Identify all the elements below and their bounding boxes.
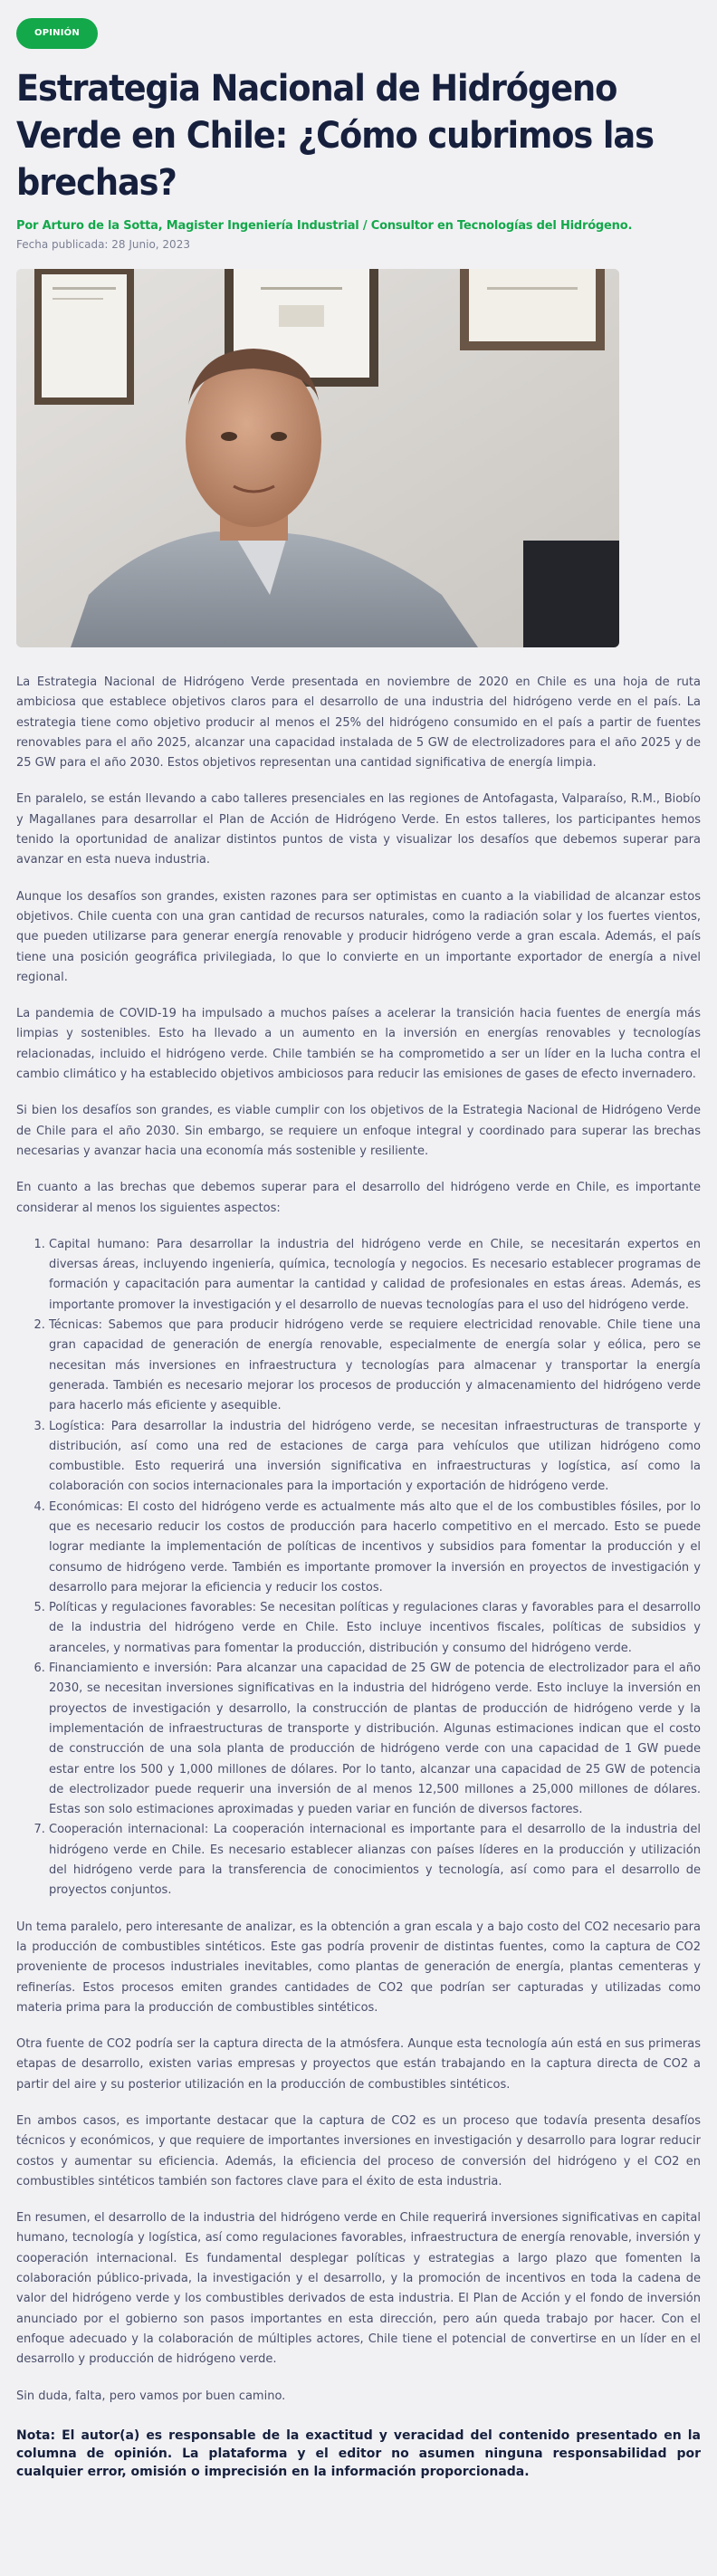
- paragraph: En cuanto a las brechas que debemos superar para el desarrollo del hidrógeno verde en Chile, es importante considerar al menos los siguientes aspectos:: [16, 1181, 701, 1215]
- list-item: 7. Cooperación internacional: La cooperación internacional es importante para el desarrollo de la industria del hidrógeno verde en Chile. Es necesario establecer alianzas con países líderes en la producción y utilización del hidrógeno verde para la transferencia de conocimientos y tecnología, así como para el desarrollo de proyectos conjuntos.: [49, 1820, 701, 1901]
- paragraph: Aunque los desafíos son grandes, existen razones para ser optimistas en cuanto a la viabilidad de alcanzar estos objetivos. Chile cuenta con una gran cantidad de recursos naturales, como la radiación solar y los fuertes vientos, que pueden utilizarse para generar energía renovable y producir hidrógeno verde a gran escala. Además, el país tiene una posición geográfica privilegiada, lo que lo convierte en un importante exportador de energía a nivel regional.: [16, 889, 701, 984]
- list-item: 1. Capital humano: Para desarrollar la industria del hidrógeno verde en Chile, se necesitarán expertos en diversas áreas, incluyendo ingeniería, química, tecnología y negocios. Es necesario establecer programas de formación y capacitación para aumentar la cantidad y calidad de profesionales en estas áreas. Además, es importante promover la investigación y el desarrollo de nuevas tecnologías para el uso del hidrógeno verde.: [49, 1235, 701, 1316]
- disclaimer-note: Nota: El autor(a) es responsable de la exactitud y veracidad del contenido presentado en la columna de opinión. La plataforma y el editor no asumen ninguna responsabilidad por cualquier error, omisión o imprecisión en la información proporcionada.: [16, 2428, 701, 2479]
- paragraph: En resumen, el desarrollo de la industria del hidrógeno verde en Chile requerirá inversiones significativas en capital humano, tecnología y logística, así como regulaciones favorables, infraestructura de energía renovable, inversión y cooperación internacional. Es fundamental desplegar políticas y estrategias a largo plazo que fomenten la colaboración público-privada, la investigación y el desarrollo, y la promoción de incentivos en toda la cadena de valor del hidrógeno verde y los combustibles derivados de esta industria. El Plan de Acción y el fondo de inversión anunciado por el gobierno son pasos importantes en esta dirección, pero aún queda trabajo por hacer. Con el enfoque adecuado y la colaboración de múltiples actores, Chile tiene el potencial de convertirse en un líder en el desarrollo y producción de hidrógeno verde.: [16, 2211, 701, 2367]
- paragraph: Un tema paralelo, pero interesante de analizar, es la obtención a gran escala y a bajo costo del CO2 necesario para la producción de combustibles sintéticos. Este gas podría provenir de distintas fuentes, como la captura de CO2 proveniente de procesos industriales inevitables, como plantas de generación de energía, plantas cementeras y refinerías. Estos procesos emiten grandes cantidades de CO2 que podrían ser capturadas y utilizadas como materia prima para la producción de combustibles sintéticos.: [16, 1920, 701, 2015]
- article-body: [16, 673, 701, 2407]
- article-author: Por Arturo de la Sotta, Magister Ingeniería Industrial / Consultor en Tecnologías del Hidrógeno.: [16, 219, 633, 233]
- paragraph: La pandemia de COVID-19 ha impulsado a muchos países a acelerar la transición hacia fuentes de energía más limpias y sostenibles. Esto ha llevado a un aumento en la inversión en energías renovables y tecnologías relacionadas, incluido el hidrógeno verde. Chile también se ha comprometido a ser un líder en la lucha contra el cambio climático y ha establecido objetivos ambiciosos para reducir las emisiones de gases de efecto invernadero.: [16, 1007, 701, 1082]
- publish-date: Fecha publicada: 28 Junio, 2023: [16, 238, 190, 251]
- paragraph: En paralelo, se están llevando a cabo talleres presenciales en las regiones de Antofagasta, Valparaíso, R.M., Biobío y Magallanes para desarrollar el Plan de Acción de Hidrógeno Verde. En estos talleres, los participantes hemos tenido la oportunidad de analizar distintos puntos de vista y visualizar los desafíos que debemos superar para avanzar en esta nueva industria.: [16, 792, 701, 867]
- gaps-list: [16, 1235, 701, 1901]
- list-item: 3. Logística: Para desarrollar la industria del hidrógeno verde, se necesitan infraestructuras de transporte y distribución, así como una red de estaciones de carga para vehículos que utilizan hidrógeno como combustible. Esto requerirá una inversión significativa en infraestructuras y logística, así como la colaboración con socios internacionales para la importación y exportación de hidrógeno verde.: [49, 1417, 701, 1498]
- list-item: 5. Políticas y regulaciones favorables: Se necesitan políticas y regulaciones claras y favorables para el desarrollo de la industria del hidrógeno verde en Chile. Esto incluye incentivos fiscales, políticas de subsidios y aranceles, y normativas para fomentar la producción, distribución y consumo del hidrógeno verde.: [49, 1598, 701, 1659]
- list-item: 2. Técnicas: Sabemos que para producir hidrógeno verde se requiere electricidad renovable. Chile tiene una gran capacidad de generación de energía renovable, especialmente de energía solar y eólica, pero se necesitan más inversiones en infraestructura y tecnologías para almacenar y transportar la energía generada. También es necesario mejorar los procesos de producción y almacenamiento del hidrógeno verde para hacerlo más eficiente y asequible.: [49, 1316, 701, 1416]
- paragraph: En ambos casos, es importante destacar que la captura de CO2 es un proceso que todavía presenta desafíos técnicos y económicos, y que requiere de importantes inversiones en investigación y desarrollo para lograr reducir costos y aumentar su eficiencia. Además, la eficiencia del proceso de conversión del hidrógeno y el CO2 en combustibles sintéticos también son factores clave para el éxito de esta industria.: [16, 2114, 701, 2188]
- article-title: Estrategia Nacional de Hidrógeno Verde en Chile: ¿Cómo cubrimos las brechas?: [16, 68, 654, 204]
- paragraph: Sin duda, falta, pero vamos por buen camino.: [16, 2389, 286, 2403]
- category-badge[interactable]: OPINIÓN: [16, 18, 98, 49]
- list-item: 4. Económicas: El costo del hidrógeno verde es actualmente más alto que el de los combustibles fósiles, por lo que es necesario reducir los costos de producción para hacerlo competitivo en el mercado. Esto se puede lograr mediante la implementación de políticas de incentivos y subsidios para fomentar la producción y el consumo de hidrógeno verde. También es importante promover la inversión en proyectos de investigación y desarrollo para mejorar la eficiencia y reducir los costos.: [49, 1498, 701, 1598]
- author-photo: [16, 269, 619, 647]
- paragraph: Otra fuente de CO2 podría ser la captura directa de la atmósfera. Aunque esta tecnología aún está en sus primeras etapas de desarrollo, existen varias empresas y proyectos que están trabajando en la captura directa de CO2 a partir del aire y su posterior utilización en la producción de combustibles sintéticos.: [16, 2037, 701, 2092]
- paragraph: La Estrategia Nacional de Hidrógeno Verde presentada en noviembre de 2020 en Chile es una hoja de ruta ambiciosa que establece objetivos claros para el desarrollo de una industria del hidrógeno verde en el país. La estrategia tiene como objetivo producir al menos el 25% del hidrógeno consumido en el país a partir de fuentes renovables para el año 2025, alcanzar una capacidad instalada de 5 GW de electrolizadores para el año 2025 y de 25 GW para el año 2030. Estos objetivos representan una cantidad significativa de energía limpia.: [16, 675, 701, 771]
- list-item: 6. Financiamiento e inversión: Para alcanzar una capacidad de 25 GW de potencia de electrolizador para el año 2030, se necesitan inversiones significativas en la industria del hidrógeno verde. Esto incluye la inversión en proyectos de investigación y desarrollo, la construcción de plantas de producción de hidrógeno verde y la implementación de infraestructuras de transporte y distribución. Algunas estimaciones indican que el costo de construcción de una sola planta de producción de hidrógeno verde con una capacidad de 1 GW puede estar entre los 500 y 1,000 millones de dólares. Por lo tanto, alcanzar una capacidad de 25 GW de potencia de electrolizador puede requerir una inversión de al menos 12,500 millones a 25,000 millones de dólares. Estas son solo estimaciones aproximadas y pueden variar en función de diversos factores.: [49, 1659, 701, 1820]
- paragraph: Si bien los desafíos son grandes, es viable cumplir con los objetivos de la Estrategia Nacional de Hidrógeno Verde de Chile para el año 2030. Sin embargo, se requiere un enfoque integral y coordinado para superar las brechas necesarias y avanzar hacia una economía más sostenible y resiliente.: [16, 1104, 701, 1158]
- author-photo-illustration: [16, 269, 619, 647]
